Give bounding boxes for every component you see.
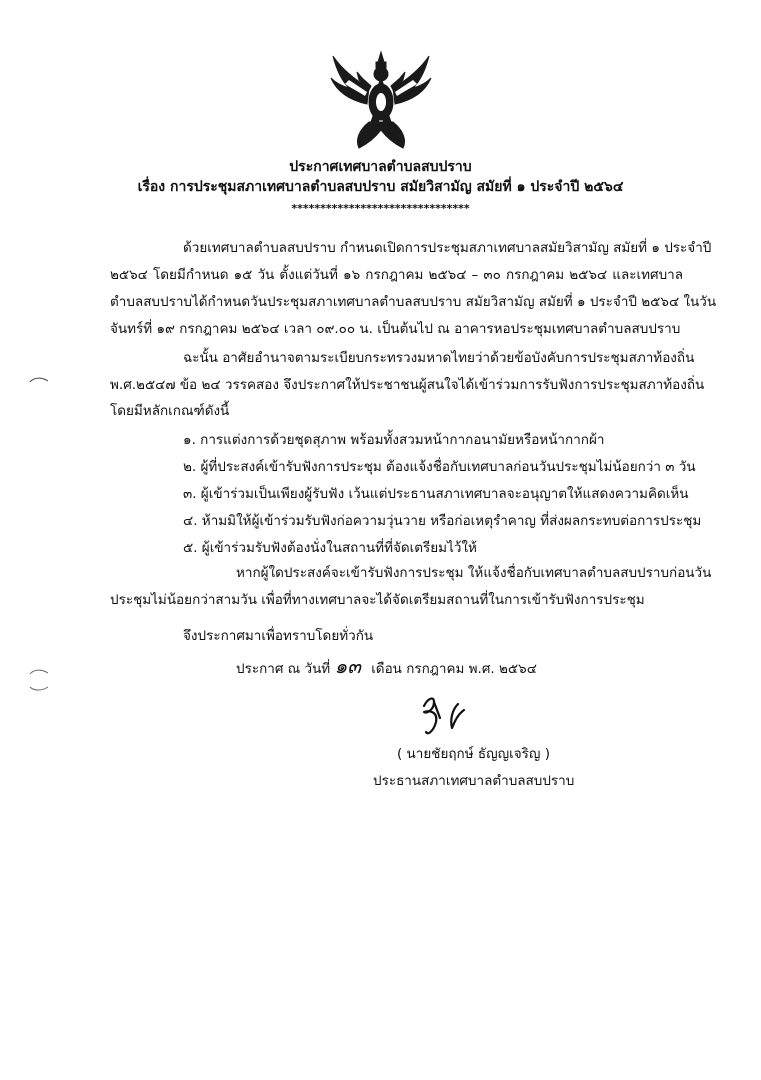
criteria-item: ๓. ผู้เข้าร่วมเป็นเพียงผู้รับฟัง เว้นแต่ประธานสภาเทศบาลจะอนุญาตให้แสดงความคิดเห็น (183, 486, 689, 502)
announcement-subject: เรื่อง การประชุมสภาเทศบาลตำบลสบปราบ สมัยวิสามัญ สมัยที่ ๑ ประจำปี ๒๕๖๔ (137, 179, 624, 195)
title-separator: ******************************* (291, 202, 470, 215)
garuda-emblem-icon (329, 50, 433, 150)
binder-hole-mark (28, 684, 50, 694)
paragraph-1-line-4: จันทร์ที่ ๑๙ กรกฎาคม ๒๕๖๔ เวลา ๐๙.๐๐ น. เป็นต้นไป ณ อาคารหอประชุมเทศบาลตำบลสบปราบ (110, 321, 681, 337)
paragraph-2-line-3: โดยมีหลักเกณฑ์ดังนี้ (110, 403, 230, 419)
binder-hole-mark (28, 374, 50, 384)
criteria-item: ๒. ผู้ที่ประสงค์เข้ารับฟังการประชุม ต้องแจ้งชื่อกับเทศบาลก่อนวันประชุมไม่น้อยกว่า ๓ วัน (183, 459, 696, 475)
criteria-item: ๕. ผู้เข้าร่วมรับฟังต้องนั่งในสถานที่ที่จัดเตรียมไว้ให้ (183, 540, 477, 556)
date-suffix: เดือน กรกฎาคม พ.ศ. ๒๕๖๔ (371, 661, 537, 677)
paragraph-1-line-2: ๒๕๖๔ โดยมีกำหนด ๑๕ วัน ตั้งแต่วันที่ ๑๖ กรกฎาคม ๒๕๖๔ – ๓๐ กรกฎาคม ๒๕๖๔ และเทศบาล (110, 267, 683, 283)
date-prefix: ประกาศ ณ วันที่ (236, 661, 331, 677)
criteria-item: ๑. การแต่งการด้วยชุดสุภาพ พร้อมทั้งสวมหน้ากากอนามัยหรือหน้ากากผ้า (183, 432, 605, 448)
signatory-position: ประธานสภาเทศบาลตำบลสบปราบ (373, 773, 575, 789)
paragraph-1-line-3: ตำบลสบปราบได้กำหนดวันประชุมสภาเทศบาลตำบลสบปราบ สมัยวิสามัญ สมัยที่ ๑ ประจำปี ๒๕๖๔ ในวัน (110, 294, 717, 310)
handwritten-signature-icon (418, 692, 478, 740)
paragraph-2-line-1: ฉะนั้น อาศัยอำนาจตามระเบียบกระทรวงมหาดไทยว่าด้วยข้อบังคับการประชุมสภาท้องถิ่น (183, 350, 695, 366)
date-line (236, 654, 537, 678)
paragraph-1-line-1: ด้วยเทศบาลตำบลสบปราบ กำหนดเปิดการประชุมสภาเทศบาลสมัยวิสามัญ สมัยที่ ๑ ประจำปี (183, 240, 712, 256)
signatory-name: ( นายชัยฤกษ์ ธัญญเจริญ ) (397, 746, 550, 762)
paragraph-3-line-1: หากผู้ใดประสงค์จะเข้ารับฟังการประชุม ให้แจ้งชื่อกับเทศบาลตำบลสบปราบก่อนวัน (236, 565, 712, 581)
handwritten-day: ๑๓ (334, 654, 361, 678)
paragraph-2-line-2: พ.ศ.๒๕๔๗ ข้อ ๒๔ วรรคสอง จึงประกาศให้ประชาชนผู้สนใจได้เข้าร่วมการรับฟังการประชุมสภาท้องถิ่น (110, 377, 705, 393)
announcement-title: ประกาศเทศบาลตำบลสบปราบ (289, 159, 472, 175)
binder-hole-mark (28, 666, 50, 676)
closing-line: จึงประกาศมาเพื่อทราบโดยทั่วกัน (183, 628, 374, 644)
criteria-item: ๔. ห้ามมิให้ผู้เข้าร่วมรับฟังก่อความวุ่นวาย หรือก่อเหตุรำคาญ ที่ส่งผลกระทบต่อการประชุม (183, 513, 702, 529)
paragraph-3-line-2: ประชุมไม่น้อยกว่าสามวัน เพื่อที่ทางเทศบาลจะได้จัดเตรียมสถานที่ในการเข้ารับฟังการประชุม (110, 592, 645, 608)
